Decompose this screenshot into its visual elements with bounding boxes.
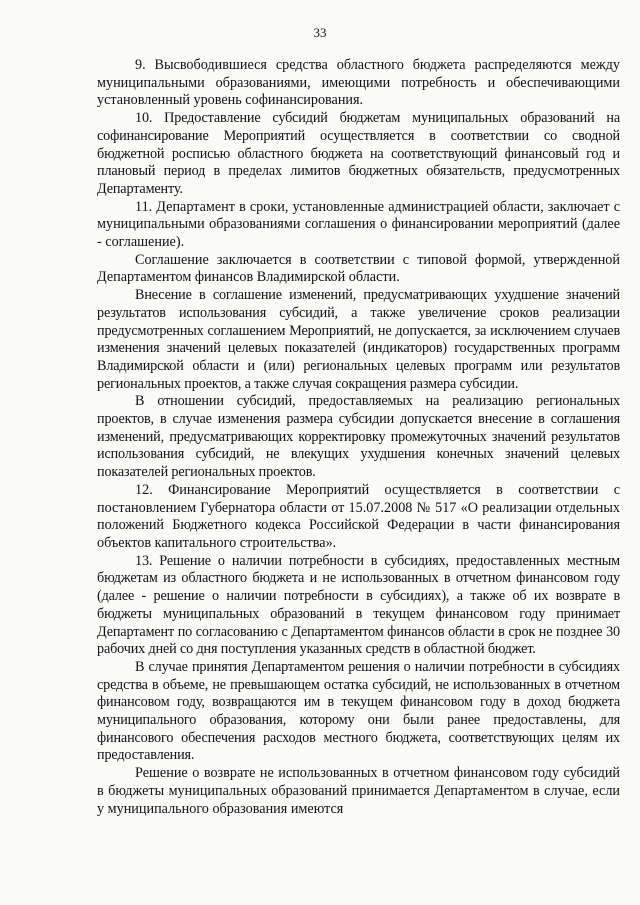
paragraph-agreement-form: Соглашение заключается в соответствии с типовой формой, утвержденной Департаментом финансов Владимирской области. [97,251,620,286]
page-number: 33 [313,25,327,40]
paragraph-13: 13. Решение о наличии потребности в субсидиях, предоставленных местным бюджетам из областного бюджета и не использованных в отчетном финансовом году (далее - решение о наличии потребности в субсидиях), а также об их возврате в бюджеты муниципальных образований в текущем финансовом году принимает Департамент по согласованию с Департаментом финансов области в срок не позднее 30 рабочих дней со дня поступления указанных средств в областной бюджет. [97,552,620,658]
paragraph-9: 9. Высвободившиеся средства областного бюджета распределяются между муниципальными образованиями, имеющими потребность и обеспечивающими установленный уровень софинансирования. [97,57,620,109]
paragraph-regional-projects: В отношении субсидий, предоставляемых на реализацию региональных проектов, в случае изменения размера субсидии допускается внесение в соглашения изменений, предусматривающих корректировку промежуточных значений результатов использования субсидий, не влекущих ухудшения конечных значений целевых показателей региональных проектов. [97,393,620,481]
paragraph-10: 10. Предоставление субсидий бюджетам муниципальных образований на софинансирование Мероприятий осуществляется в соответствии со сводной бюджетной росписью областного бюджета на соответствующий финансовый год и плановый период в пределах лимитов бюджетных обязательств, предусмотренных Департаменту. [97,110,620,197]
paragraph-return-decision-case: В случае принятия Департаментом решения о наличии потребности в субсидиях средства в объеме, не превышающем остатка субсидий, не использованных в отчетном финансовом году, возвращаются им в текущем финансовом году в доход бюджета муниципального образования, которому они были ранее предоставлены, для финансового обеспечения расходов местного бюджета, соответствующих целям их предоставления. [97,658,620,764]
paragraph-agreement-changes: Внесение в соглашение изменений, предусматривающих ухудшение значений результатов использования субсидий, а также увеличение сроков реализации предусмотренных соглашением Мероприятий, не допускается, за исключением случаев изменения значений целевых показателей (индикаторов) государственных программ Владимирской области и (или) региональных целевых программ или результатов региональных проектов, а также случая сокращения размера субсидии. [97,287,620,392]
document-body [97,57,620,818]
paragraph-11: 11. Департамент в сроки, установленные администрацией области, заключает с муниципальными образованиями соглашения о финансировании мероприятий (далее - соглашение). [97,198,620,251]
paragraph-return-decision: Решение о возврате не использованных в отчетном финансовом году субсидий в бюджеты муниципальных образований принимается Департаментом в случае, если у муниципального образования имеются [97,765,620,817]
paragraph-12: 12. Финансирование Мероприятий осуществляется в соответствии с постановлением Губернатора области от 15.07.2008 № 517 «О реализации отдельных положений Бюджетного кодекса Российской Федерации в части финансирования объектов капитального строительства». [97,481,620,551]
